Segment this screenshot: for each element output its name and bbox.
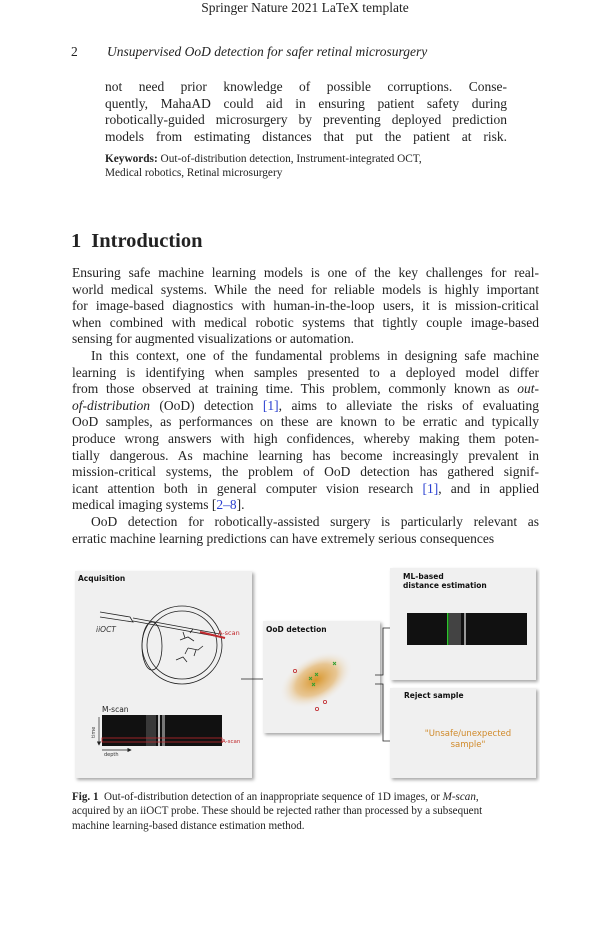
figure-caption xyxy=(72,790,542,833)
text-run: of-distribution xyxy=(72,397,151,413)
mscan-image xyxy=(102,715,222,746)
acquisition-title: Acquisition xyxy=(78,574,126,583)
text-run: erratic machine learning predictions can have extremely serious consequences xyxy=(72,530,495,546)
paragraph-line xyxy=(72,531,539,548)
reject-sample-panel xyxy=(390,688,536,778)
paragraph-line xyxy=(72,398,539,415)
header-text: Springer Nature 2021 xyxy=(201,0,319,15)
paragraph-line xyxy=(72,265,539,282)
text-run: mission-critical systems, the problem of OoD detection has gathered signif- xyxy=(72,464,539,480)
text-run: ]. xyxy=(236,497,245,513)
abstract xyxy=(105,79,507,145)
paragraph-line xyxy=(72,497,539,514)
paragraph-line xyxy=(72,298,539,315)
ml-distance-panel xyxy=(390,568,536,680)
keywords-line: Medical robotics, Retinal microsurgery xyxy=(105,166,283,179)
text-run: OoD detection for robotically-assisted surgery is particularly relevant as xyxy=(91,513,539,529)
caption-text: , xyxy=(475,791,479,803)
caption-text: machine learning-based distance estimation method. xyxy=(72,819,305,832)
acquisition-panel xyxy=(75,571,252,778)
citation-link[interactable]: 2–8 xyxy=(216,497,237,513)
text-run: , aims to alleviate the risks of evaluating xyxy=(278,397,539,413)
section-title: Introduction xyxy=(91,230,203,252)
paragraph-line xyxy=(72,514,539,531)
running-head-title: Unsupervised OoD detection for safer retinal microsurgery xyxy=(107,44,428,59)
paragraph-line xyxy=(72,331,539,348)
page-header xyxy=(0,0,610,16)
text-run: for image-based diagnostics with human-in-the-loop users, it is mission-critical xyxy=(72,298,539,314)
figure-1 xyxy=(70,560,540,790)
text-run: out- xyxy=(517,381,539,397)
reject-message-line2: sample" xyxy=(450,740,486,750)
text-run: In this context, one of the fundamental problems in designing safe machine xyxy=(91,347,539,363)
paragraph-line xyxy=(72,481,539,498)
citation-link[interactable]: [1] xyxy=(262,397,279,413)
text-run: when combined with medical robotic systems that tightly couple image-based xyxy=(72,314,539,330)
header-text-end: template xyxy=(362,0,409,15)
ml-title-line1: ML-based xyxy=(403,572,444,581)
latex-logo: LaTeX xyxy=(321,0,359,15)
paragraph-line xyxy=(72,414,539,431)
mscan-label: M-scan xyxy=(102,705,129,714)
keywords-line: Out-of-distribution detection, Instrument-integrated OCT, xyxy=(160,153,422,165)
text-run: tially dangerous. As machine learning has become increasingly prevalent in xyxy=(72,447,539,463)
caption-text-italic: M-scan xyxy=(442,791,476,803)
paragraph-line xyxy=(72,381,539,398)
body-text xyxy=(72,265,539,547)
section-heading xyxy=(71,230,203,253)
text-run: icant attention both in general computer vision research xyxy=(72,480,423,496)
text-run: (OoD) detection xyxy=(150,397,263,413)
text-run: sensing for augmented visualizations or automation. xyxy=(72,331,354,347)
text-run: learning is identifying when samples presented to a deployed model differ xyxy=(72,364,539,380)
iioct-label: iiOCT xyxy=(96,625,116,634)
text-run: OoD samples, as performances on these are known to be erratic and typically xyxy=(72,414,539,430)
ood-title: OoD detection xyxy=(266,625,327,634)
abstract-line: robotically-guided microsurgery by preventing deployed prediction xyxy=(105,112,507,128)
caption-text: acquired by an iiOCT probe. These should be rejected rather than processed by a subsequent xyxy=(72,805,483,818)
paragraph-line xyxy=(72,348,539,365)
reject-message-line1: "Unsafe/unexpected xyxy=(424,729,512,739)
section-number: 1 xyxy=(71,230,82,252)
abstract-line: models from estimating distances that put the patient at risk. xyxy=(105,128,507,144)
keywords-label: Keywords: xyxy=(105,153,158,165)
page-number: 2 xyxy=(71,44,78,59)
reject-title: Reject sample xyxy=(404,691,464,700)
paragraph-line xyxy=(72,282,539,299)
depth-axis-label: depth xyxy=(104,752,119,758)
citation-link[interactable]: [1] xyxy=(422,480,439,496)
caption-label: Fig. 1 xyxy=(72,791,99,803)
mscan-ascan-label: A-scan xyxy=(222,739,241,745)
text-run: world medical systems. While the need for reliable models is highly important xyxy=(72,281,539,297)
caption-text: Out-of-distribution detection of an inappropriate sequence of 1D images, or xyxy=(104,791,443,803)
paragraph-line xyxy=(72,448,539,465)
paragraph-line xyxy=(72,365,539,382)
text-run: from those observed at training time. This problem, commonly known as xyxy=(72,381,518,397)
abstract-line: not need prior knowledge of possible corruptions. Conse- xyxy=(105,79,507,94)
paragraph-line xyxy=(72,315,539,332)
text-run: produce wrong answers with high confidences, whereby making them poten- xyxy=(72,430,539,446)
ml-title-line2: distance estimation xyxy=(403,581,487,590)
text-run: Ensuring safe machine learning models is one of the key challenges for real- xyxy=(72,265,539,280)
distance-marker xyxy=(447,613,449,645)
keywords xyxy=(105,153,525,180)
text-run: medical imaging systems [ xyxy=(72,497,217,513)
ascan-label: A-scan xyxy=(218,629,240,637)
time-axis-label: time xyxy=(91,726,97,738)
paragraph-line xyxy=(72,464,539,481)
ood-detection-panel xyxy=(263,621,380,733)
text-run: , and in applied xyxy=(438,480,539,496)
paragraph-line xyxy=(72,431,539,448)
abstract-line: quently, MahaAD could aid in ensuring patient safety during xyxy=(105,95,507,111)
ascan-image xyxy=(407,613,527,645)
